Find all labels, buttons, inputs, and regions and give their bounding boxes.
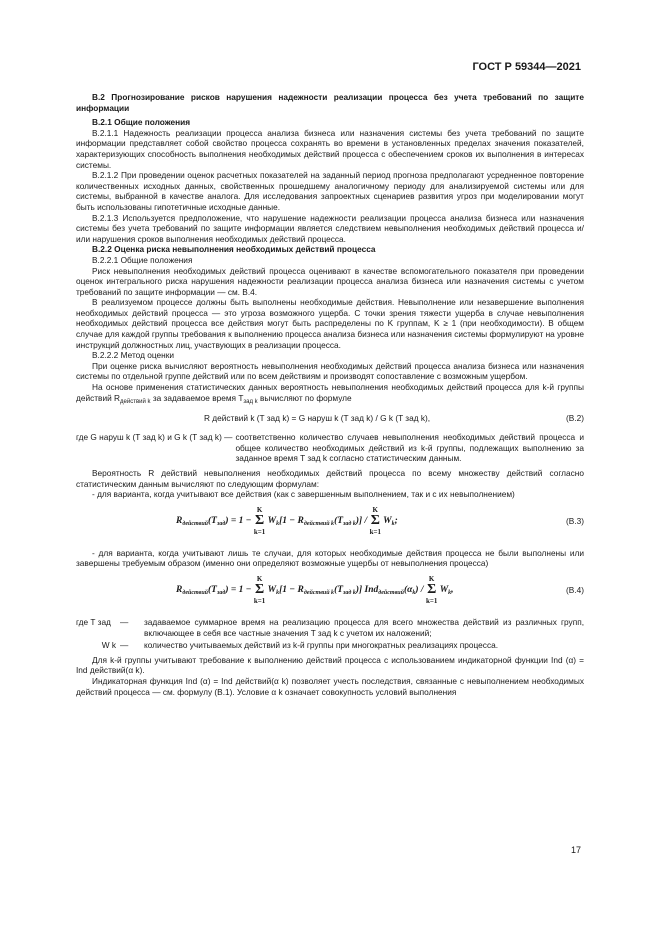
paragraph-b212: В.2.1.2 При проведении оценок расчетных показателей на заданный период прогноза предполагают усредненное повторение количественных исходных данных, свойственных прошедшему аналогичному периоду для анализируемой системы или для системы, выбранной в качестве аналога. Для исследования запроектных сценариев развития угроз при моделировании могут быть использованы гипотетичные исходные данные. [76, 170, 584, 212]
subsection-heading-b21: В.2.1 Общие положения [92, 117, 191, 128]
formula-b2-legend [76, 432, 584, 464]
legend-wk-term: W k [101, 640, 116, 651]
formula-b4-number: (В.4) [566, 584, 584, 595]
formula-b2-expression: R действий k (T зад k) = G наруш k (T зад k) / G k (T зад k), [204, 413, 431, 424]
legend-wk: W k — количество учитываемых действий из k-й группы при многократных реализациях процесса. [76, 640, 584, 651]
document-body [76, 92, 584, 697]
formula-b3-expression: $R_{действий}(T_{зад}) = 1 - K$ Σ k=1 $W_k[1 - R_{действий k}(T_{зад k})] / K$ Σ k=1 $W_k$; [176, 505, 398, 536]
legend-wk-def: количество учитываемых действий из k-й группы при многократных реализациях процесса. [144, 640, 499, 651]
legend-t-zad: где T зад — задаваемое суммарное время на реализацию процесса для всего множества действий из различных групп, включающее в себя все частные значения T зад k с учетом их наложений; [76, 616, 584, 638]
legend-t-zad-def: задаваемое суммарное время на реализацию процесса для всего множества действий из различных групп, включающее в себя все частные значения T зад k с учетом их наложений; [144, 616, 584, 638]
paragraph-method: При оценке риска вычисляют вероятность невыполнения необходимых действий процесса анализа бизнеса или назначения системы по отдельной группе действий или по всем действиям и производят сопоставление с возможным ущербом. [76, 360, 584, 382]
legend-definition: соответственно количество случаев невыполнения необходимых действий процесса и общее количество необходимых действий из k-й группы, подлежащих выполнению за заданное время T зад k согласно статистическим данным. [235, 432, 584, 464]
paragraph-required-actions: В реализуемом процессе должны быть выполнены необходимые действия. Невыполнение или незавершение выполнения необходимых действий процесса — это угроза возможного ущерба. С точки зрения тяжести ущерба в случае невыполнения необходимых действий процесса все действия могут быть распределены по K группам, K ≥ 1 (при необходимости). В общем случае для каждой группы требования к выполнению процесса анализа бизнеса или назначения системы формулируют на уровне инструкций должностных лиц, участвующих в реализации процесса. [76, 297, 584, 350]
legend-t-zad-term: где T зад [76, 616, 111, 627]
formula-b4-expression: $R_{действий}(T_{зад}) = 1 - K$ Σ k=1 $W_k[1 - R_{действий k}(T_{зад k})]$ $Ind_{действий}(\alpha_k)$ / K Σ k=1 $W_k$, [176, 574, 454, 605]
subsection-heading-b221: В.2.2.1 Общие положения [92, 254, 193, 265]
subsection-heading-b222: В.2.2.2 Метод оценки [92, 350, 174, 361]
paragraph-total-probability: Вероятность R действий невыполнения необходимых действий процесса по всему множеству действий согласно статистическим данным вычисляют по следующим формулам: [76, 468, 584, 489]
bullet-all-actions: - для варианта, когда учитывают все действия (как с завершенным выполнением, так и с их невыполнением) [92, 489, 515, 500]
formula-b2-number: (В.2) [566, 413, 584, 424]
formula-b3 [76, 506, 584, 542]
paragraph-b213: В.2.1.3 Используется предположение, что нарушение надежности реализации процесса анализа бизнеса или назначения системы без учета требований по защите информации является следствием невыполнения необходимых действий процесса и/или нарушения сроков выполнения необходимых действий процесса. [76, 212, 584, 244]
paragraph-b211: В.2.1.1 Надежность реализации процесса анализа бизнеса или назначения системы без учета требований по защите информации представляет собой свойство процесса сохранять во времени в установленных пределах значения показателей, характеризующих способность выполнения необходимых действий процесса с обеспечением сроков их выполнения в интересах системы. [76, 127, 584, 170]
formula-b3-number: (В.3) [566, 515, 584, 526]
paragraph-risk-general: Риск невыполнения необходимых действий процесса оценивают в качестве вспомогательного показателя при проведении оценок интегрального риска нарушения надежности реализации процесса анализа бизнеса или назначения системы с учетом требований по защите информации — см. В.4. [76, 265, 584, 297]
subsection-heading-b22: В.2.2 Оценка риска невыполнения необходимых действий процесса [92, 244, 376, 255]
formula-b4 [76, 575, 584, 611]
paragraph-indicator: Для k-й группы учитывают требование к выполнению действий процесса с использованием индикаторной функции Ind (α) = Ind действий(α k). [76, 654, 584, 676]
bullet-failed-actions: - для варианта, когда учитывают лишь те случаи, для которых необходимые действия процесса не были выполнены или завершены требуемым образом (именно они определяют возможные ущербы от невыполнения процесса) [76, 547, 584, 569]
standard-code: ГОСТ Р 59344—2021 [472, 61, 581, 73]
paragraph-indicator-function: Индикаторная функция Ind (α) = Ind действий(α k) позволяет учесть последствия, связанные с невыполнением необходимых действий процесса — см. формулу (В.1). Условие α k означает совокупность условий выполнения [76, 675, 584, 697]
section-heading: В.2 Прогнозирование рисков нарушения надежности реализации процесса без учета требований по защите информации [76, 92, 584, 113]
legend-term: где G наруш k (T зад k) и G k (T зад k) — [76, 432, 233, 443]
page-number: 17 [570, 845, 581, 855]
paragraph-stat-basis: На основе применения статистических данных вероятность невыполнения необходимых действий процесса для k-й группы действий $R_{действий k}$ за задаваемое время $T_{зад k}$ вычисляют по формуле [76, 382, 584, 405]
formula-b2 [76, 412, 584, 426]
